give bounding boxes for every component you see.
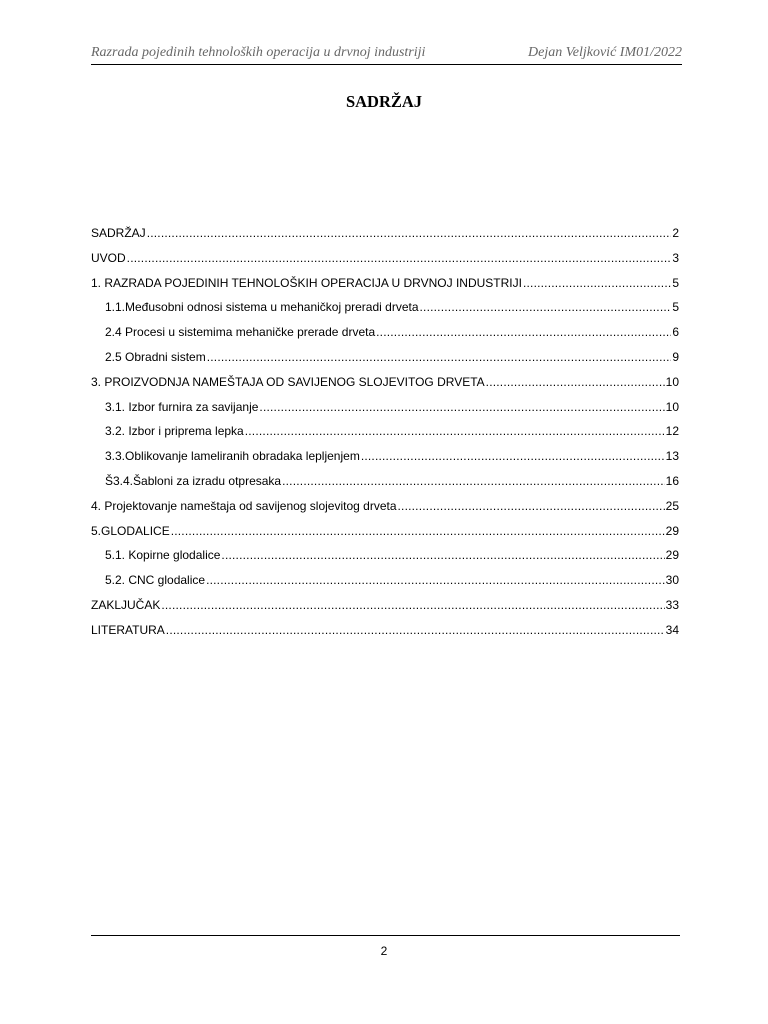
toc-entry[interactable] — [91, 623, 679, 648]
toc-entry[interactable] — [91, 350, 679, 375]
toc-entry-page: 12 — [665, 424, 679, 439]
toc-entry[interactable] — [91, 598, 679, 623]
toc-entry-label: 5.1. Kopirne glodalice — [105, 548, 221, 563]
page-title: SADRŽAJ — [345, 92, 423, 111]
toc-dot-leader — [523, 276, 671, 290]
toc-dot-leader — [361, 449, 665, 463]
toc-entry[interactable] — [91, 524, 679, 549]
toc-entry-page: 2 — [672, 226, 679, 240]
toc-entry-page: 29 — [665, 548, 679, 563]
toc-entry-page: 5 — [672, 300, 679, 315]
toc-entry[interactable] — [91, 474, 679, 499]
header-document-title: Razrada pojedinih tehnoloških operacija u drvnoj industriji — [91, 45, 426, 60]
page-number: 2 — [380, 944, 388, 958]
table-of-contents — [91, 226, 679, 648]
toc-dot-leader — [147, 226, 672, 240]
toc-entry-label: LITERATURA — [91, 622, 165, 637]
toc-dot-leader — [221, 548, 664, 562]
toc-entry[interactable] — [91, 325, 679, 350]
toc-entry-page: 25 — [665, 498, 679, 513]
toc-entry-label: 3.3.Oblikovanje lameliranih obradaka lepljenjem — [105, 449, 360, 464]
toc-entry-page: 9 — [672, 349, 679, 364]
toc-dot-leader — [166, 623, 665, 637]
toc-entry-label: 3. PROIZVODNJA NAMEŠTAJA OD SAVIJENOG SLOJEVITOG DRVETA — [91, 374, 485, 389]
toc-entry-page: 3 — [672, 250, 679, 265]
toc-dot-leader — [206, 573, 665, 587]
toc-entry[interactable] — [91, 400, 679, 425]
toc-entry-page: 5 — [672, 275, 679, 290]
toc-dot-leader — [245, 424, 665, 438]
toc-entry-label: Š3.4.Šabloni za izradu otpresaka — [105, 473, 282, 488]
toc-entry-page: 10 — [665, 399, 679, 414]
toc-entry-page: 34 — [665, 622, 679, 637]
toc-dot-leader — [207, 350, 672, 364]
toc-entry-label: 1. RAZRADA POJEDINIH TEHNOLOŠKIH OPERACIJA U DRVNOJ INDUSTRIJI — [91, 275, 522, 290]
toc-entry-label: UVOD — [91, 250, 126, 265]
toc-dot-leader — [127, 251, 672, 265]
toc-entry[interactable] — [91, 424, 679, 449]
toc-dot-leader — [282, 474, 665, 488]
toc-entry-label: 5.GLODALICE — [91, 523, 170, 538]
toc-entry[interactable] — [91, 300, 679, 325]
toc-entry[interactable] — [91, 276, 679, 301]
toc-entry-label: 3.2. Izbor i priprema lepka — [105, 424, 244, 439]
toc-entry[interactable] — [91, 499, 679, 524]
toc-entry[interactable] — [91, 573, 679, 598]
toc-entry[interactable] — [91, 375, 679, 400]
toc-dot-leader — [259, 400, 664, 414]
toc-entry-label: 3.1. Izbor furnira za savijanje — [105, 399, 259, 414]
toc-dot-leader — [486, 375, 665, 389]
toc-entry[interactable] — [91, 251, 679, 276]
header-author: Dejan Veljković IM01/2022 — [528, 45, 682, 60]
toc-entry-label: 4. Projektovanje nameštaja od savijenog slojevitog drveta — [91, 498, 397, 513]
page-header — [91, 44, 682, 65]
toc-entry-page: 10 — [665, 374, 679, 389]
toc-dot-leader — [420, 300, 672, 314]
toc-dot-leader — [376, 325, 671, 339]
toc-entry-page: 30 — [665, 573, 679, 588]
toc-entry[interactable] — [91, 548, 679, 573]
toc-entry-label: 1.1.Međusobni odnosi sistema u mehaničkoj preradi drveta — [105, 300, 419, 315]
toc-entry-page: 13 — [665, 449, 679, 464]
toc-entry[interactable] — [91, 226, 679, 251]
toc-entry-label: SADRŽAJ — [91, 226, 146, 240]
footer-divider — [91, 935, 680, 936]
toc-dot-leader — [171, 524, 665, 538]
toc-entry[interactable] — [91, 449, 679, 474]
toc-dot-leader — [398, 499, 665, 513]
toc-entry-page: 6 — [672, 325, 679, 340]
toc-dot-leader — [161, 598, 664, 612]
toc-entry-label: 5.2. CNC glodalice — [105, 573, 206, 588]
toc-entry-page: 16 — [665, 473, 679, 488]
toc-entry-label: 2.5 Obradni sistem — [105, 349, 206, 364]
toc-entry-label: ZAKLJUČAK — [91, 597, 161, 612]
toc-entry-page: 33 — [665, 597, 679, 612]
toc-entry-label: 2.4 Procesi u sistemima mehaničke prerade drveta — [105, 325, 376, 340]
toc-entry-page: 29 — [665, 523, 679, 538]
